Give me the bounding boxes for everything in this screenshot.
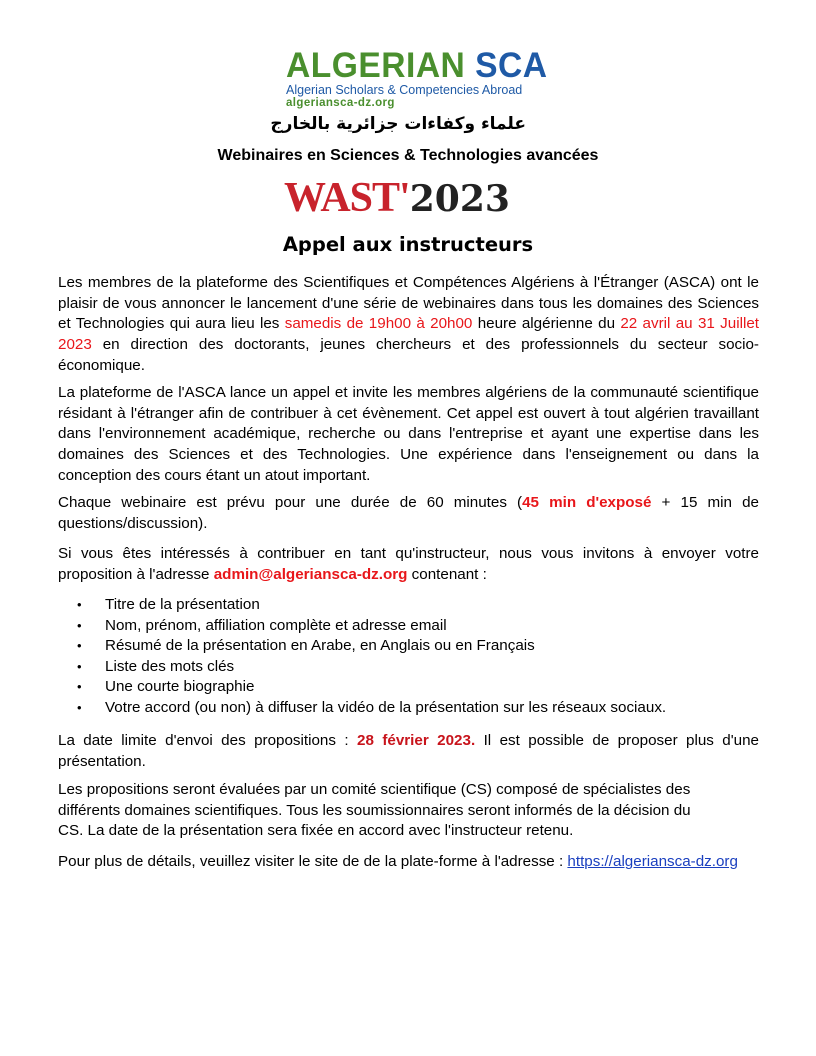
intro-text-a: Les membres de la plateforme des Scientifiques et Compétences Algériens à l'Étranger (ASCA) ont le plaisir de vous annoncer le lancement d'une série de webinaires dans tous les domaines des Sciences et Technologies qui aura lieu les [58, 274, 759, 333]
wast-event-logo [284, 174, 544, 224]
logo-arabic-text: علماء وكفاءات جزائرية بالخارج [270, 114, 526, 134]
intro-dates: 22 avril au 31 Juillet 2023 [58, 315, 759, 354]
duration-text-c: + 15 min de questions/discussion). [58, 494, 759, 532]
asca-logo [286, 46, 548, 109]
logo-wordmark [286, 46, 548, 85]
list-item [76, 636, 756, 657]
website-link[interactable]: https://algeriansca-dz.org [567, 853, 738, 870]
bullet-icon: • [77, 617, 82, 633]
requirements-list [76, 595, 756, 719]
paragraph-details [58, 852, 759, 873]
intro-schedule: samedis de 19h00 à 20h00 [284, 315, 473, 333]
page-subtitle: Webinaires en Sciences & Technologies avancées [217, 147, 599, 164]
duration-text-a: Chaque webinaire est prévu pour une durée de 60 minutes ( [58, 494, 523, 511]
intro-text-e: en direction des doctorants, jeunes chercheurs et des professionnels du secteur socio-économique. [58, 336, 759, 374]
logo-url: algeriansca-dz.org [286, 97, 395, 109]
bullet-icon: • [77, 638, 82, 654]
bullet-icon: • [77, 699, 82, 715]
paragraph-duration [58, 493, 759, 534]
list-item [76, 595, 756, 616]
paragraph-submission [58, 544, 759, 585]
paragraph-evaluation [58, 780, 759, 842]
call-text: La plateforme de l'ASCA lance un appel et invite les membres algériens de la communauté scientifique résidant à l'étranger afin de contribuer à cet évènement. Cet appel est ouvert à tout algérien travaillant dans l'environnement académique, recherche ou dans l'entreprise et ayant une expertise dans les domaines des Sciences et des Technologies. Une expérience dans l'enseignement ou dans la conception des cours étant un atout important. [58, 384, 759, 484]
duration-highlight: 45 min d'exposé [522, 494, 652, 511]
list-item-text: Nom, prénom, affiliation complète et adresse email [105, 616, 447, 634]
bullet-icon: • [77, 679, 82, 695]
list-item [76, 698, 756, 719]
page-title: Appel aux instructeurs [282, 233, 534, 256]
paragraph-deadline [58, 731, 759, 772]
list-item-text: Résumé de la présentation en Arabe, en Anglais ou en Français [105, 637, 535, 655]
list-item-text: Titre de la présentation [105, 596, 260, 613]
deadline-date: 28 février 2023. [357, 732, 476, 749]
list-item-text: Une courte biographie [105, 678, 255, 696]
paragraph-call [58, 383, 759, 487]
logo-name-part1: ALGERIAN [286, 46, 466, 85]
logo-name-part2: SCA [475, 46, 548, 85]
list-item [76, 677, 756, 698]
intro-text-c: heure algérienne du [472, 315, 621, 333]
logo-tagline: Algerian Scholars & Competencies Abroad [286, 83, 523, 97]
bullet-icon: • [77, 597, 82, 612]
bullet-icon: • [77, 658, 82, 674]
wast-word: WAST' [284, 175, 410, 221]
list-item-text: Liste des mots clés [105, 657, 235, 675]
list-item [76, 616, 756, 637]
evaluation-line-2: différents domaines scientifiques. Tous les soumissionnaires seront informés de la décision du [58, 801, 691, 819]
details-text: Pour plus de détails, veuillez visiter le site de de la plate-forme à l'adresse : [58, 853, 568, 870]
wast-year: 2023 [409, 178, 510, 220]
deadline-text-c: Il est possible de proposer plus d'une présentation. [58, 732, 759, 770]
contact-email[interactable]: admin@algeriansca-dz.org [213, 565, 408, 583]
submission-text-c: contenant : [407, 565, 487, 583]
evaluation-line-1: Les propositions seront évaluées par un comité scientifique (CS) composé de spécialistes des [58, 781, 691, 798]
list-item-text: Votre accord (ou non) à diffuser la vidéo de la présentation sur les réseaux sociaux. [105, 698, 667, 716]
list-item [76, 657, 756, 678]
submission-text-a: Si vous êtes intéressés à contribuer en tant qu'instructeur, nous vous invitons à envoyer votre proposition à l'adresse [58, 545, 759, 583]
deadline-text-a: La date limite d'envoi des propositions : [58, 732, 358, 749]
evaluation-line-3: CS. La date de la présentation sera fixée en accord avec l'instructeur retenu. [58, 822, 574, 840]
paragraph-intro [58, 273, 759, 377]
